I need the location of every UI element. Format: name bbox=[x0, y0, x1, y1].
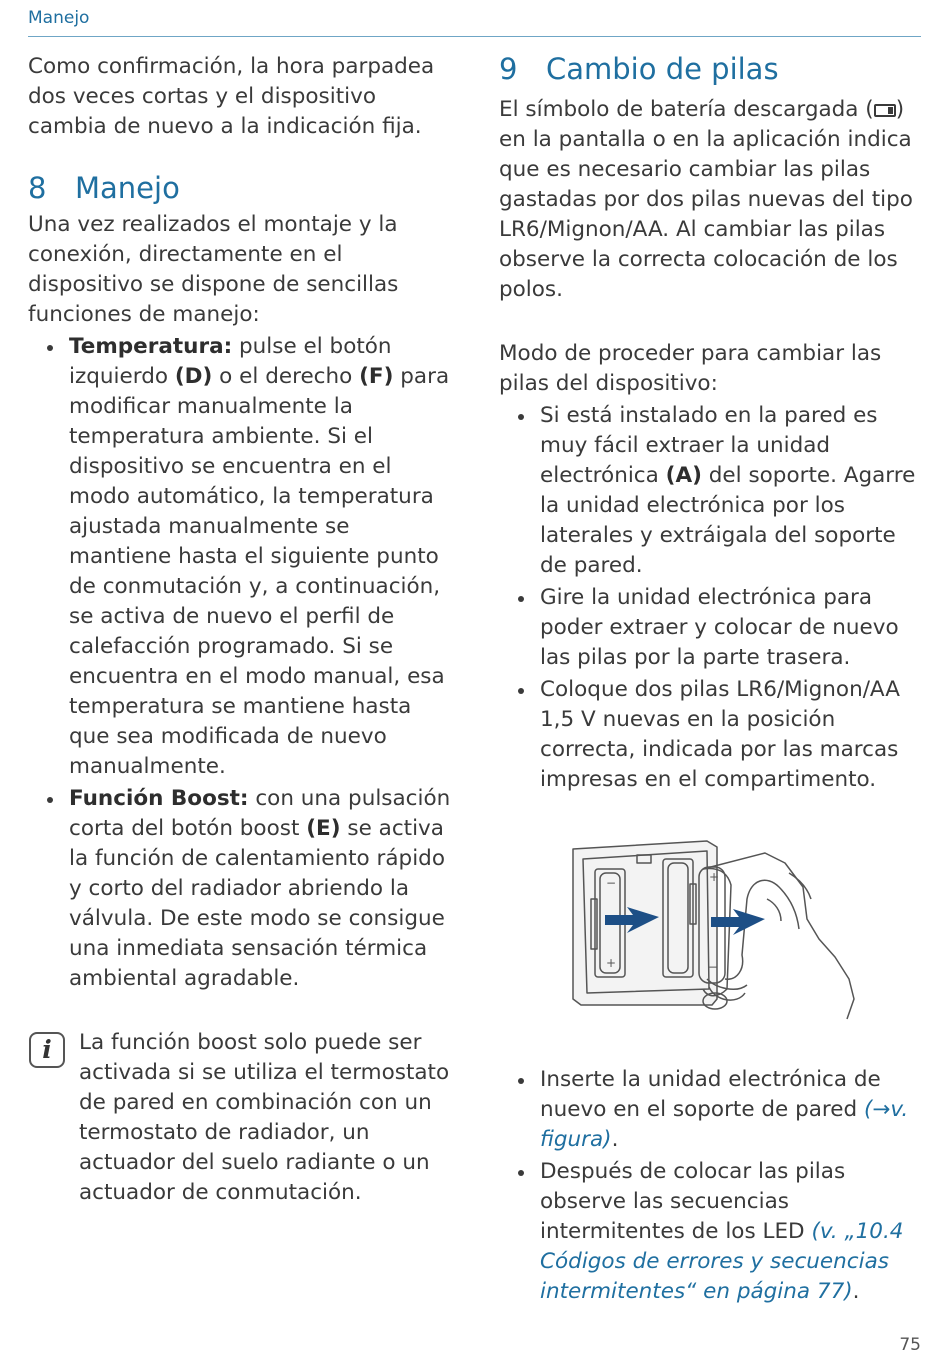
note-text: La función boost solo puede ser activada si se utiliza el termostato de pared en combinación con un termostato de radiador, un actuador del suelo radiante o un actuador de conmutación. bbox=[79, 1030, 450, 1205]
bullet-reinsert-unit bbox=[499, 1065, 929, 1155]
left-column bbox=[28, 52, 458, 1208]
section-title: Cambio de pilas bbox=[546, 52, 779, 86]
procedure-paragraph: Modo de proceder para cambiar las pilas del dispositivo: bbox=[499, 341, 882, 396]
right-column bbox=[499, 52, 929, 1307]
battery-low-icon bbox=[874, 104, 896, 117]
section-number: 8 bbox=[28, 171, 47, 205]
button-ref-d: (D) bbox=[174, 364, 213, 389]
battery-illustration bbox=[567, 829, 857, 1039]
button-ref-f: (F) bbox=[359, 364, 394, 389]
procedure-bullet-list-2 bbox=[499, 1065, 929, 1307]
bullet-text: para modificar manualmente la temperatura ambiente. Si el dispositivo se encuentra en el modo automático, la temperatura ajustada manualmente se mantiene hasta el siguiente punto de conmutación y, a continuación, se activa de nuevo el perfil de calefacción programado. Si se encuentra en el modo manual, esa temperatura se mantiene hasta que sea modificada de nuevo manualmente. bbox=[69, 364, 450, 779]
manejo-bullet-list bbox=[28, 332, 458, 994]
bullet-boost bbox=[28, 784, 458, 994]
bullet-text: Coloque dos pilas LR6/Mignon/AA 1,5 V nuevas en la posición correcta, indicada por las marcas impresas en el compartimento. bbox=[540, 677, 900, 792]
info-note bbox=[28, 1028, 458, 1208]
bullet-temperatura bbox=[28, 332, 458, 782]
bullet-turn-unit bbox=[499, 583, 929, 673]
page-number: 75 bbox=[899, 1335, 921, 1355]
bullet-text: del soporte. Agarre la unidad electrónica por los laterales y extráigala del soporte de pared. bbox=[540, 463, 916, 578]
bullet-insert-batteries bbox=[499, 675, 929, 795]
bullet-text: Gire la unidad electrónica para poder extraer y colocar de nuevo las pilas por la parte trasera. bbox=[540, 585, 899, 670]
bullet-text: Inserte la unidad electrónica de nuevo en el soporte de pared bbox=[540, 1067, 881, 1122]
bullet-label: Temperatura: bbox=[69, 334, 233, 359]
bullet-text: . bbox=[852, 1279, 860, 1304]
bullet-remove-unit bbox=[499, 401, 929, 581]
unit-ref-a: (A) bbox=[665, 463, 702, 488]
svg-text:−: − bbox=[606, 876, 617, 890]
bullet-text: Si está instalado en la pared es muy fácil extraer la unidad electrónica bbox=[540, 403, 878, 488]
bullet-text: se activa la función de calentamiento rápido y corto del radiador abriendo la válvula. De este modo se consigue una inmediata sensación térmica ambiental agradable. bbox=[69, 816, 445, 991]
bullet-label: Función Boost: bbox=[69, 786, 249, 811]
battery-paragraph bbox=[499, 95, 929, 305]
running-header: Manejo bbox=[28, 8, 921, 37]
intro-paragraph: Como confirmación, la hora parpadea dos veces cortas y el dispositivo cambia de nuevo a la indicación fija. bbox=[28, 54, 435, 139]
battery-replacement-figure bbox=[567, 829, 857, 1039]
section-8-heading bbox=[28, 171, 458, 205]
button-ref-e: (E) bbox=[306, 816, 341, 841]
paragraph-text: ) en la pantalla o en la aplicación indica que es necesario cambiar las pilas gastadas por dos pilas nuevas del tipo LR6/Mignon/AA. Al cambiar las pilas observe la correcta colocación de los polos. bbox=[499, 97, 913, 302]
svg-text:−: − bbox=[708, 960, 719, 974]
bullet-text: pulse el botón izquierdo bbox=[69, 334, 392, 389]
section-title: Manejo bbox=[75, 171, 180, 205]
section-number: 9 bbox=[499, 52, 518, 86]
manejo-paragraph: Una vez realizados el montaje y la conexión, directamente en el dispositivo se dispone de sencillas funciones de manejo: bbox=[28, 212, 399, 327]
bullet-text: o el derecho bbox=[212, 364, 360, 389]
section-9-heading bbox=[499, 52, 929, 86]
svg-text:+: + bbox=[606, 956, 617, 970]
cross-reference-link[interactable]: (v. „10.4 Códigos de errores y secuencias intermitentes“ en página 77) bbox=[540, 1219, 904, 1304]
bullet-text: con una pulsación corta del botón boost bbox=[69, 786, 451, 841]
info-icon: i bbox=[29, 1032, 65, 1068]
svg-text:+: + bbox=[709, 870, 720, 884]
bullet-text: . bbox=[611, 1127, 619, 1152]
procedure-bullet-list bbox=[499, 401, 929, 795]
figure-reference-link[interactable]: (→v. figura) bbox=[540, 1097, 909, 1152]
bullet-text: Después de colocar las pilas observe las secuencias intermitentes de los LED bbox=[540, 1159, 846, 1244]
bullet-led-sequences bbox=[499, 1157, 929, 1307]
paragraph-text: El símbolo de batería descargada ( bbox=[499, 97, 874, 122]
